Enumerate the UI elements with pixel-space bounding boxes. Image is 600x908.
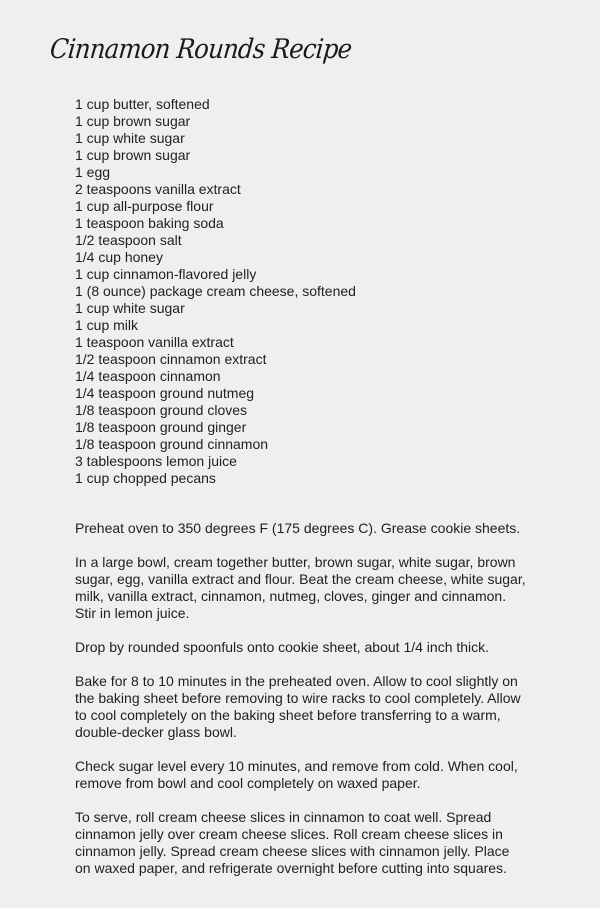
ingredient-item: 1 teaspoon baking soda xyxy=(75,215,224,231)
ingredient-item: 1 teaspoon vanilla extract xyxy=(75,334,234,350)
ingredient-item: 1/8 teaspoon ground cinnamon xyxy=(75,436,269,452)
direction-step: Check sugar level every 10 minutes, and remove from cold. When cool, remove from bowl and cool completely on waxed paper. xyxy=(75,758,518,791)
ingredient-item: 1 cup all-purpose flour xyxy=(75,198,214,214)
ingredient-item: 1/4 teaspoon cinnamon xyxy=(75,368,221,384)
direction-step: Bake for 8 to 10 minutes in the preheated oven. Allow to cool slightly on the baking sheet before removing to wire racks to cool completely. Allow to cool completely on the baking sheet before transferring to a warm, double-decker glass bowl. xyxy=(75,673,521,740)
ingredient-item: 1/8 teaspoon ground cloves xyxy=(75,402,248,418)
ingredient-item: 1 cup chopped pecans xyxy=(75,470,216,486)
ingredient-item: 1/4 cup honey xyxy=(75,249,163,265)
ingredient-item: 1/2 teaspoon salt xyxy=(75,232,182,248)
ingredient-item: 1 cup brown sugar xyxy=(75,147,191,163)
ingredient-item: 3 tablespoons lemon juice xyxy=(75,453,237,469)
ingredient-item: 1/2 teaspoon cinnamon extract xyxy=(75,351,267,367)
ingredients-list xyxy=(75,96,356,487)
direction-step: Drop by rounded spoonfuls onto cookie sheet, about 1/4 inch thick. xyxy=(75,639,490,655)
ingredient-item: 1/4 teaspoon ground nutmeg xyxy=(75,385,255,401)
ingredient-item: 1 cup milk xyxy=(75,317,139,333)
ingredient-item: 1 (8 ounce) package cream cheese, softened xyxy=(75,283,356,299)
direction-step: In a large bowl, cream together butter, brown sugar, white sugar, brown sugar, egg, vanilla extract and flour. Beat the cream cheese, white sugar, milk, vanilla extract, cinnamon, nutmeg, cloves, ginger and cinnamon. Stir in lemon juice. xyxy=(75,554,526,621)
direction-step: To serve, roll cream cheese slices in cinnamon to coat well. Spread cinnamon jelly over cream cheese slices. Roll cream cheese slices in cinnamon jelly. Spread cream cheese slices with cinnamon jelly. Place on waxed paper, and refrigerate overnight before cutting into squares. xyxy=(75,809,510,876)
recipe-title: Cinnamon Rounds Recipe xyxy=(48,34,353,65)
ingredient-item: 1 cup butter, softened xyxy=(75,96,210,112)
directions-section xyxy=(75,520,527,894)
ingredient-item: 1/8 teaspoon ground ginger xyxy=(75,419,247,435)
ingredient-item: 2 teaspoons vanilla extract xyxy=(75,181,241,197)
ingredient-item: 1 cup white sugar xyxy=(75,300,185,316)
direction-step: Preheat oven to 350 degrees F (175 degrees C). Grease cookie sheets. xyxy=(75,520,521,536)
ingredient-item: 1 egg xyxy=(75,164,111,180)
ingredient-item: 1 cup white sugar xyxy=(75,130,185,146)
ingredient-item: 1 cup cinnamon-flavored jelly xyxy=(75,266,257,282)
ingredient-item: 1 cup brown sugar xyxy=(75,113,191,129)
